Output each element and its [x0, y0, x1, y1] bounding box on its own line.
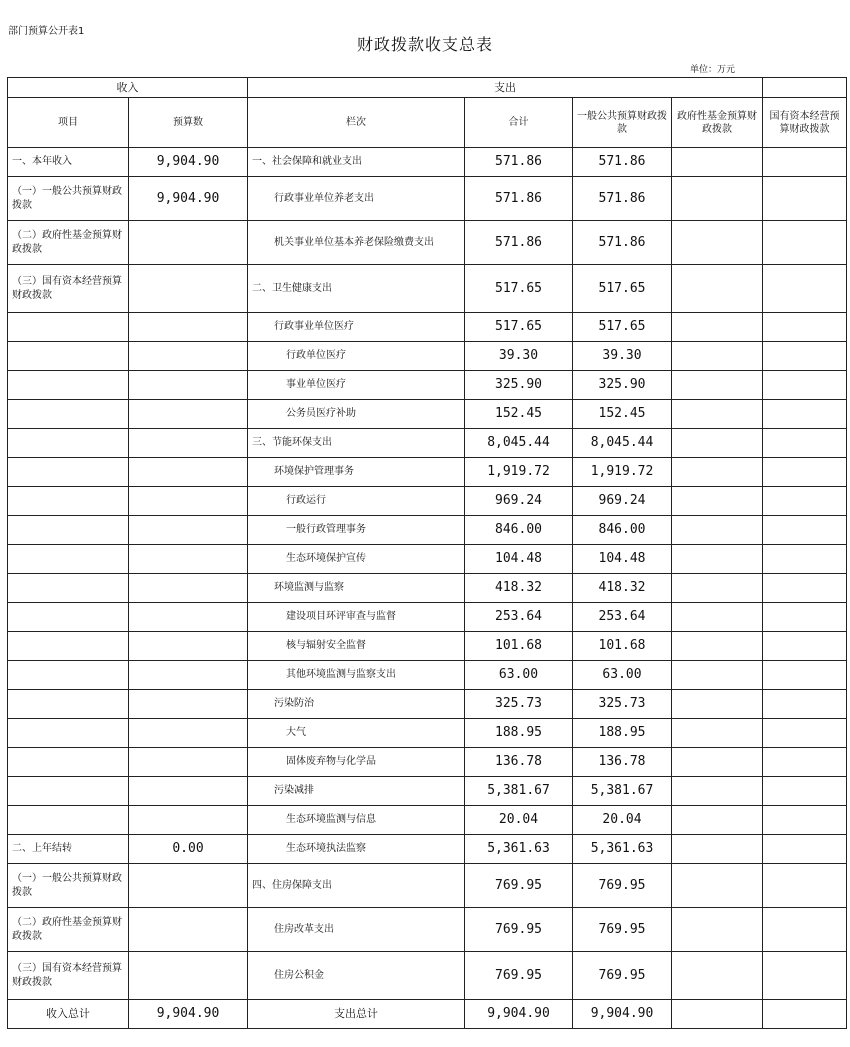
table-row: [8, 516, 847, 545]
expense-gov-fund-cell: [672, 458, 763, 487]
table-row: [8, 265, 847, 313]
col-category: 栏次: [248, 98, 465, 148]
expense-total-cell: 39.30: [465, 342, 573, 371]
income-budget-cell: [129, 429, 248, 458]
expense-general-cell: 104.48: [573, 545, 672, 574]
income-budget-cell: [129, 603, 248, 632]
income-section-header: 收入: [8, 78, 248, 98]
expense-general-cell: 5,381.67: [573, 777, 672, 806]
income-budget-cell: [129, 777, 248, 806]
expense-general-cell: 418.32: [573, 574, 672, 603]
expense-category-cell: 固体废弃物与化学品: [248, 748, 465, 777]
column-header-row: [8, 98, 847, 148]
income-item-cell: （三）国有资本经营预算财政拨款: [8, 952, 129, 1000]
income-total-value: 9,904.90: [129, 1000, 248, 1029]
budget-summary-table: [7, 77, 847, 1029]
expense-category-cell: 四、住房保障支出: [248, 864, 465, 908]
expense-category-cell: 生态环境监测与信息: [248, 806, 465, 835]
income-item-cell: 一、本年收入: [8, 148, 129, 177]
expense-total-cell: 325.90: [465, 371, 573, 400]
expense-total-cell: 846.00: [465, 516, 573, 545]
income-item-cell: [8, 371, 129, 400]
table-row: [8, 864, 847, 908]
income-budget-cell: [129, 574, 248, 603]
expense-category-cell: 生态环境执法监察: [248, 835, 465, 864]
expense-category-cell: 一般行政管理事务: [248, 516, 465, 545]
table-row: [8, 632, 847, 661]
expense-general-cell: 5,361.63: [573, 835, 672, 864]
expense-state-capital-cell: [763, 748, 847, 777]
section-header-row: [8, 78, 847, 98]
expense-state-capital-cell: [763, 603, 847, 632]
expense-total-cell: 769.95: [465, 952, 573, 1000]
expense-total-cell: 325.73: [465, 690, 573, 719]
expense-state-capital-cell: [763, 864, 847, 908]
income-item-cell: [8, 574, 129, 603]
income-budget-cell: [129, 400, 248, 429]
income-budget-cell: [129, 806, 248, 835]
expense-gov-fund-cell: [672, 265, 763, 313]
income-budget-cell: [129, 952, 248, 1000]
table-row: [8, 458, 847, 487]
expense-general-cell: 769.95: [573, 908, 672, 952]
expense-gov-fund-cell: [672, 864, 763, 908]
income-budget-cell: [129, 661, 248, 690]
income-budget-cell: [129, 265, 248, 313]
income-budget-cell: [129, 342, 248, 371]
expense-gov-fund-cell: [672, 632, 763, 661]
expense-total-cell: 5,381.67: [465, 777, 573, 806]
income-item-cell: （二）政府性基金预算财政拨款: [8, 908, 129, 952]
expense-gov-fund-cell: [672, 806, 763, 835]
table-row: [8, 429, 847, 458]
expense-general-cell: 325.73: [573, 690, 672, 719]
expense-gov-fund-cell: [672, 148, 763, 177]
income-total-label: 收入总计: [8, 1000, 129, 1029]
income-budget-cell: [129, 690, 248, 719]
expense-total-cell: 969.24: [465, 487, 573, 516]
expense-total-value: 9,904.90: [465, 1000, 573, 1029]
expense-total-cell: 188.95: [465, 719, 573, 748]
expense-total-cell: 8,045.44: [465, 429, 573, 458]
income-budget-cell: [129, 221, 248, 265]
income-budget-cell: [129, 719, 248, 748]
expense-gov-fund-cell: [672, 429, 763, 458]
table-row: [8, 371, 847, 400]
col-state-capital: 国有资本经营预算财政拨款: [763, 98, 847, 148]
income-budget-cell: [129, 864, 248, 908]
expense-total-cell: 104.48: [465, 545, 573, 574]
expense-state-capital-cell: [763, 148, 847, 177]
expense-state-capital-cell: [763, 574, 847, 603]
income-budget-cell: [129, 487, 248, 516]
state-capital-total-cell: [763, 1000, 847, 1029]
table-row: [8, 661, 847, 690]
table-row: [8, 400, 847, 429]
col-general: 一般公共预算财政拨款: [573, 98, 672, 148]
col-total: 合计: [465, 98, 573, 148]
expense-gov-fund-cell: [672, 908, 763, 952]
income-item-cell: [8, 516, 129, 545]
expense-category-cell: 污染减排: [248, 777, 465, 806]
expense-total-cell: 418.32: [465, 574, 573, 603]
expense-category-cell: 大气: [248, 719, 465, 748]
expense-state-capital-cell: [763, 952, 847, 1000]
expense-state-capital-cell: [763, 516, 847, 545]
gov-fund-total-cell: [672, 1000, 763, 1029]
col-gov-fund: 政府性基金预算财政拨款: [672, 98, 763, 148]
expense-general-cell: 8,045.44: [573, 429, 672, 458]
expense-gov-fund-cell: [672, 952, 763, 1000]
expense-state-capital-cell: [763, 342, 847, 371]
expense-state-capital-cell: [763, 835, 847, 864]
expense-state-capital-cell: [763, 777, 847, 806]
expense-category-cell: 二、卫生健康支出: [248, 265, 465, 313]
expense-category-cell: 行政运行: [248, 487, 465, 516]
table-row: [8, 690, 847, 719]
income-item-cell: （二）政府性基金预算财政拨款: [8, 221, 129, 265]
expense-total-cell: 517.65: [465, 313, 573, 342]
expense-state-capital-cell: [763, 719, 847, 748]
expense-total-cell: 101.68: [465, 632, 573, 661]
income-item-cell: [8, 313, 129, 342]
expense-general-total-value: 9,904.90: [573, 1000, 672, 1029]
expense-general-cell: 101.68: [573, 632, 672, 661]
expense-state-capital-cell: [763, 661, 847, 690]
expense-state-capital-cell: [763, 908, 847, 952]
expense-category-cell: 行政事业单位医疗: [248, 313, 465, 342]
expense-state-capital-cell: [763, 371, 847, 400]
expense-general-cell: 152.45: [573, 400, 672, 429]
expense-general-cell: 325.90: [573, 371, 672, 400]
income-budget-cell: [129, 908, 248, 952]
expense-state-capital-cell: [763, 313, 847, 342]
expense-gov-fund-cell: [672, 748, 763, 777]
income-item-cell: [8, 632, 129, 661]
expense-general-cell: 769.95: [573, 864, 672, 908]
table-row: [8, 777, 847, 806]
expense-total-cell: 152.45: [465, 400, 573, 429]
income-budget-cell: 0.00: [129, 835, 248, 864]
expense-gov-fund-cell: [672, 342, 763, 371]
expense-total-cell: 5,361.63: [465, 835, 573, 864]
income-item-cell: [8, 806, 129, 835]
income-item-cell: [8, 342, 129, 371]
expense-gov-fund-cell: [672, 487, 763, 516]
form-code: 部门预算公开表1: [8, 26, 85, 37]
table-row: [8, 835, 847, 864]
income-budget-cell: [129, 458, 248, 487]
income-budget-cell: 9,904.90: [129, 148, 248, 177]
col-budget: 预算数: [129, 98, 248, 148]
expense-total-cell: 571.86: [465, 177, 573, 221]
expense-gov-fund-cell: [672, 719, 763, 748]
expense-state-capital-cell: [763, 806, 847, 835]
expense-general-cell: 253.64: [573, 603, 672, 632]
expense-category-cell: 一、社会保障和就业支出: [248, 148, 465, 177]
expense-gov-fund-cell: [672, 400, 763, 429]
expense-state-capital-cell: [763, 458, 847, 487]
unit-label: 单位：万元: [690, 65, 736, 75]
table-row: [8, 952, 847, 1000]
income-item-cell: [8, 661, 129, 690]
expense-gov-fund-cell: [672, 835, 763, 864]
expense-general-cell: 571.86: [573, 177, 672, 221]
expense-state-capital-cell: [763, 400, 847, 429]
blank-header-cell: [763, 78, 847, 98]
expense-general-cell: 20.04: [573, 806, 672, 835]
expense-general-cell: 571.86: [573, 148, 672, 177]
expense-general-cell: 188.95: [573, 719, 672, 748]
expense-state-capital-cell: [763, 265, 847, 313]
income-item-cell: [8, 545, 129, 574]
expense-gov-fund-cell: [672, 313, 763, 342]
table-row: [8, 545, 847, 574]
expense-gov-fund-cell: [672, 777, 763, 806]
income-budget-cell: [129, 545, 248, 574]
expense-section-header: 支出: [248, 78, 763, 98]
page-title: 财政拨款收支总表: [356, 35, 493, 54]
income-budget-cell: 9,904.90: [129, 177, 248, 221]
expense-category-cell: 核与辐射安全监督: [248, 632, 465, 661]
expense-category-cell: 住房改革支出: [248, 908, 465, 952]
expense-category-cell: 环境保护管理事务: [248, 458, 465, 487]
expense-general-cell: 517.65: [573, 313, 672, 342]
expense-gov-fund-cell: [672, 221, 763, 265]
table-row: [8, 487, 847, 516]
expense-total-cell: 1,919.72: [465, 458, 573, 487]
income-item-cell: （一）一般公共预算财政拨款: [8, 177, 129, 221]
expense-state-capital-cell: [763, 221, 847, 265]
expense-total-cell: 571.86: [465, 221, 573, 265]
expense-general-cell: 39.30: [573, 342, 672, 371]
income-item-cell: [8, 748, 129, 777]
totals-row: [8, 1000, 847, 1029]
expense-total-label: 支出总计: [248, 1000, 465, 1029]
expense-category-cell: 环境监测与监察: [248, 574, 465, 603]
income-item-cell: [8, 603, 129, 632]
table-row: [8, 313, 847, 342]
table-row: [8, 342, 847, 371]
expense-category-cell: 公务员医疗补助: [248, 400, 465, 429]
income-item-cell: [8, 487, 129, 516]
table-row: [8, 806, 847, 835]
income-budget-cell: [129, 748, 248, 777]
table-row: [8, 908, 847, 952]
table-row: [8, 603, 847, 632]
expense-general-cell: 517.65: [573, 265, 672, 313]
table-row: [8, 574, 847, 603]
income-item-cell: （一）一般公共预算财政拨款: [8, 864, 129, 908]
expense-total-cell: 769.95: [465, 864, 573, 908]
income-budget-cell: [129, 371, 248, 400]
table-row: [8, 748, 847, 777]
table-row: [8, 148, 847, 177]
income-item-cell: [8, 719, 129, 748]
income-item-cell: [8, 400, 129, 429]
table-row: [8, 221, 847, 265]
expense-gov-fund-cell: [672, 574, 763, 603]
expense-category-cell: 三、节能环保支出: [248, 429, 465, 458]
expense-state-capital-cell: [763, 632, 847, 661]
table-row: [8, 719, 847, 748]
expense-category-cell: 住房公积金: [248, 952, 465, 1000]
expense-category-cell: 生态环境保护宣传: [248, 545, 465, 574]
expense-state-capital-cell: [763, 177, 847, 221]
expense-total-cell: 769.95: [465, 908, 573, 952]
income-item-cell: [8, 690, 129, 719]
expense-state-capital-cell: [763, 487, 847, 516]
expense-gov-fund-cell: [672, 371, 763, 400]
expense-state-capital-cell: [763, 429, 847, 458]
income-item-cell: [8, 777, 129, 806]
expense-general-cell: 571.86: [573, 221, 672, 265]
expense-general-cell: 969.24: [573, 487, 672, 516]
expense-general-cell: 63.00: [573, 661, 672, 690]
expense-total-cell: 63.00: [465, 661, 573, 690]
expense-total-cell: 517.65: [465, 265, 573, 313]
expense-gov-fund-cell: [672, 603, 763, 632]
expense-category-cell: 行政事业单位养老支出: [248, 177, 465, 221]
expense-category-cell: 建设项目环评审查与监督: [248, 603, 465, 632]
expense-gov-fund-cell: [672, 545, 763, 574]
expense-gov-fund-cell: [672, 690, 763, 719]
expense-category-cell: 行政单位医疗: [248, 342, 465, 371]
expense-category-cell: 其他环境监测与监察支出: [248, 661, 465, 690]
col-item: 项目: [8, 98, 129, 148]
expense-total-cell: 136.78: [465, 748, 573, 777]
income-budget-cell: [129, 313, 248, 342]
income-budget-cell: [129, 516, 248, 545]
expense-category-cell: 机关事业单位基本养老保险缴费支出: [248, 221, 465, 265]
income-item-cell: [8, 458, 129, 487]
expense-state-capital-cell: [763, 545, 847, 574]
income-budget-cell: [129, 632, 248, 661]
expense-general-cell: 846.00: [573, 516, 672, 545]
income-item-cell: 二、上年结转: [8, 835, 129, 864]
expense-total-cell: 253.64: [465, 603, 573, 632]
income-item-cell: [8, 429, 129, 458]
expense-general-cell: 136.78: [573, 748, 672, 777]
expense-general-cell: 769.95: [573, 952, 672, 1000]
expense-general-cell: 1,919.72: [573, 458, 672, 487]
expense-category-cell: 事业单位医疗: [248, 371, 465, 400]
expense-gov-fund-cell: [672, 661, 763, 690]
expense-gov-fund-cell: [672, 516, 763, 545]
expense-state-capital-cell: [763, 690, 847, 719]
expense-total-cell: 20.04: [465, 806, 573, 835]
expense-category-cell: 污染防治: [248, 690, 465, 719]
expense-total-cell: 571.86: [465, 148, 573, 177]
income-item-cell: （三）国有资本经营预算财政拨款: [8, 265, 129, 313]
expense-gov-fund-cell: [672, 177, 763, 221]
table-row: [8, 177, 847, 221]
